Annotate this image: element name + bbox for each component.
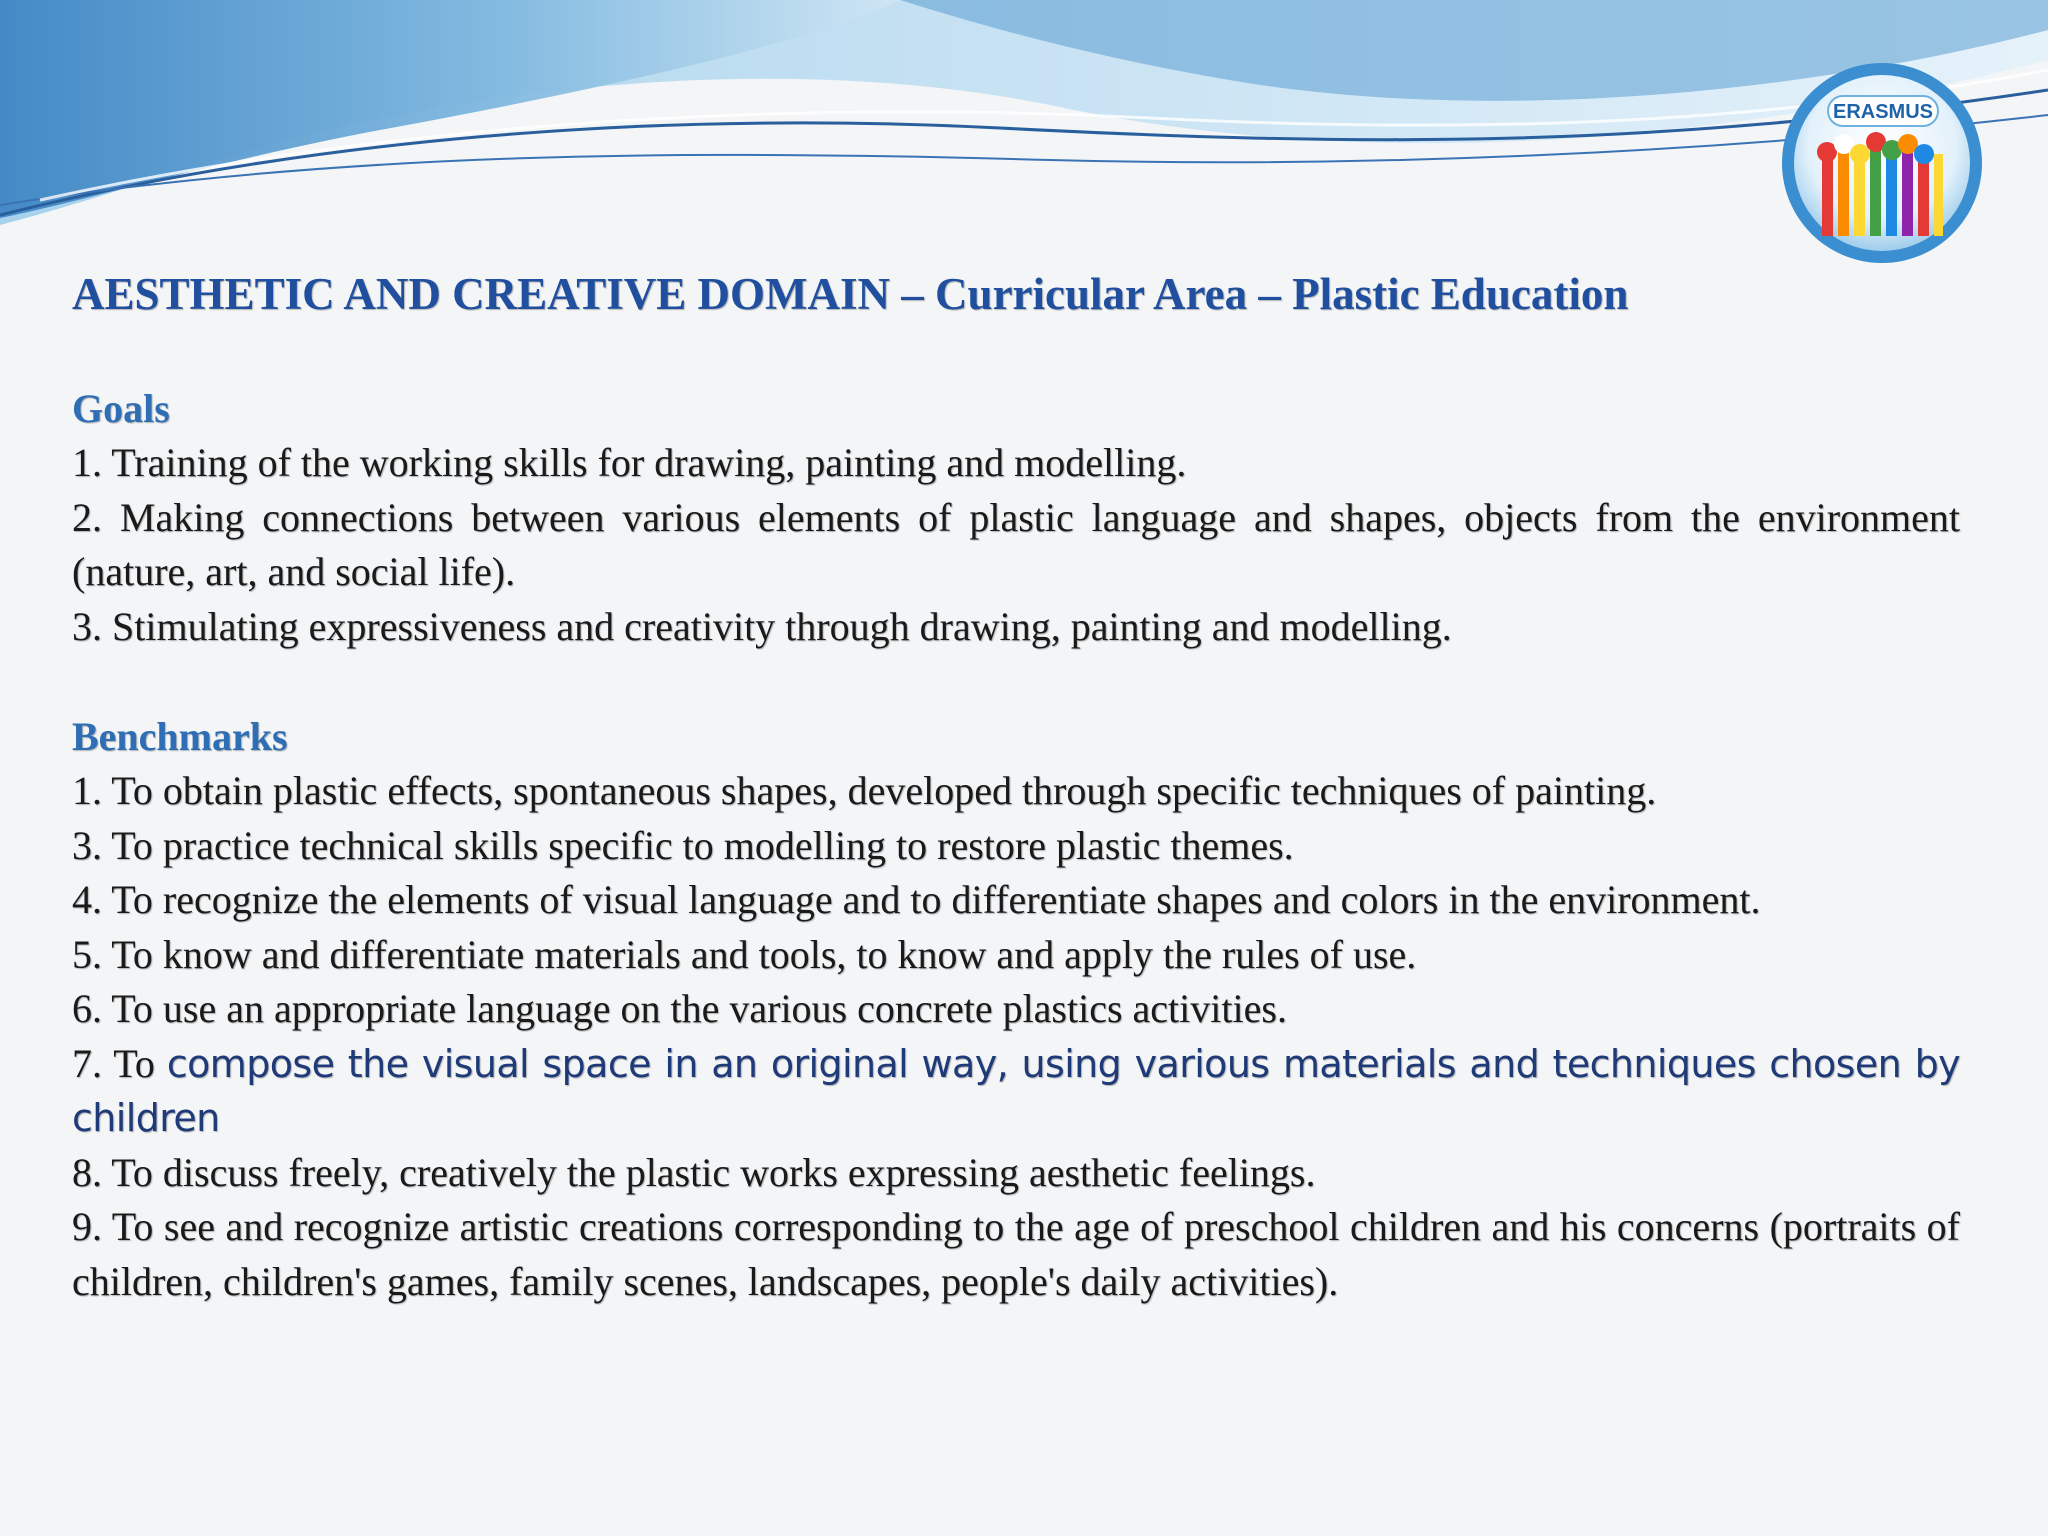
benchmark-item: 5. To know and differentiate materials and tools, to know and apply the rules of use. [72,931,1417,977]
goal-item: 3. Stimulating expressiveness and creativity through drawing, painting and modelling. [72,603,1452,649]
benchmarks-list [72,764,1960,1309]
erasmus-logo [1772,58,1992,268]
slide-title: AESTHETIC AND CREATIVE DOMAIN – Curricular Area – Plastic Education [72,269,1629,319]
benchmark-item: 6. To use an appropriate language on the various concrete plastics activities. [72,986,1287,1031]
benchmark-item: 3. To practice technical skills specific to modelling to restore plastic themes. [72,822,1294,868]
goal-item: 2. Making connections between various elements of plastic language and shapes, objects from the environment (nature, art, and social life). [72,494,1960,594]
slide-content [72,262,1960,1309]
benchmark-item: 9. To see and recognize artistic creations corresponding to the age of preschool children and his concerns (portraits of children, children's games, family scenes, landscapes, people's daily activities). [72,1204,1960,1304]
goals-list [72,436,1960,654]
goal-item: 1. Training of the working skills for drawing, painting and modelling. [72,440,1187,485]
benchmark-7-highlight: compose the visual space in an original way, using various materials and techniques chosen by children [72,1041,1960,1140]
benchmark-7-prefix: 7. To [72,1040,167,1086]
logo-text: ERASMUS [1832,101,1934,123]
header-wave-decoration [0,0,2048,260]
benchmark-item: 1. To obtain plastic effects, spontaneous shapes, developed through specific techniques of painting. [72,768,1657,813]
benchmarks-heading: Benchmarks [72,714,288,759]
benchmark-item: 8. To discuss freely, creatively the plastic works expressing aesthetic feelings. [72,1149,1316,1195]
goals-heading: Goals [72,386,170,431]
benchmark-item-7 [72,1037,1960,1146]
benchmark-item: 4. To recognize the elements of visual language and to differentiate shapes and colors in the environment. [72,877,1761,922]
